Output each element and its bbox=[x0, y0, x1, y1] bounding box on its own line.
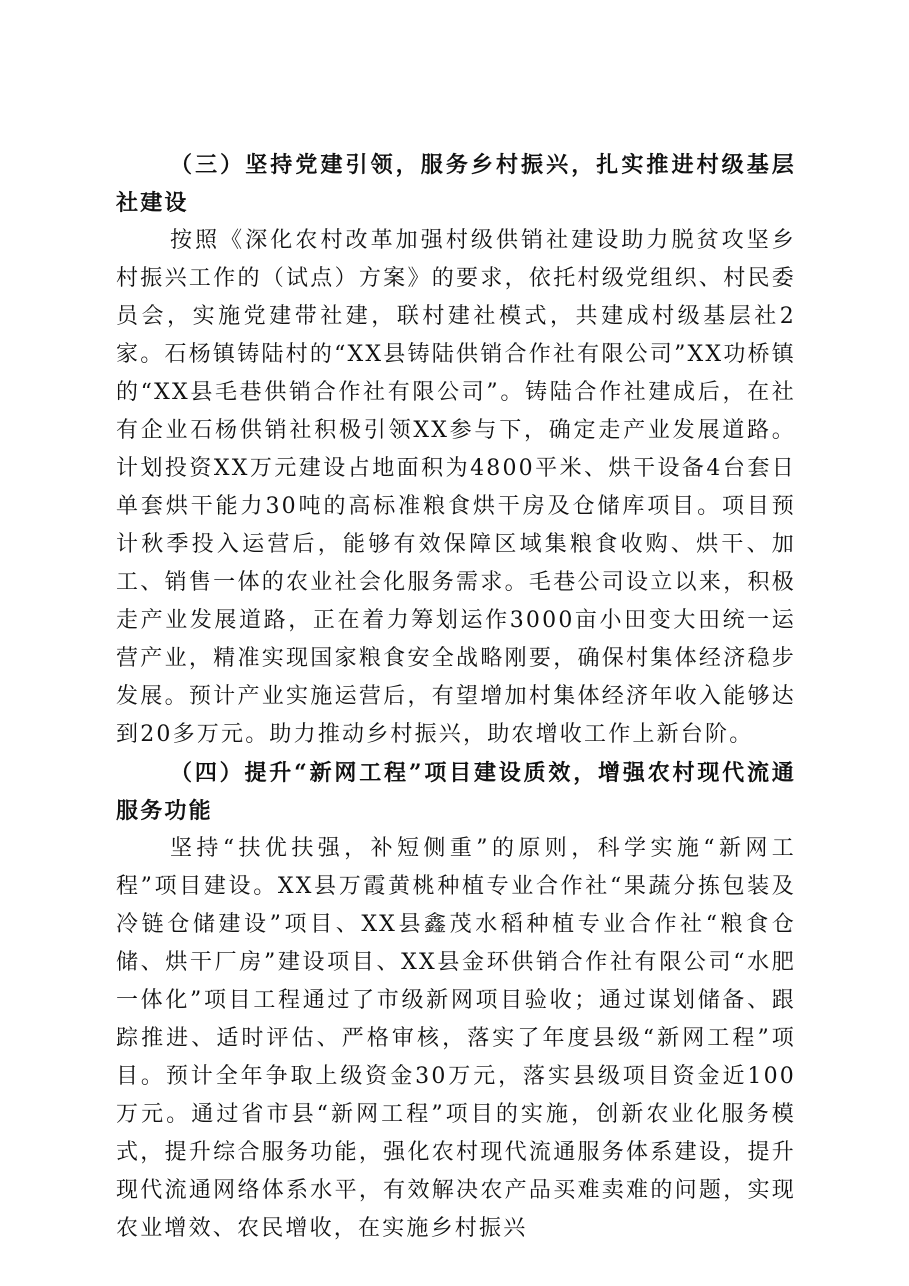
section-heading-3: （三）坚持党建引领，服务乡村振兴，扎实推进村级基层社建设 bbox=[116, 152, 796, 216]
section-body-4: 坚持“扶优扶强，补短侧重”的原则，科学实施“新网工程”项目建设。XX县万霞黄桃种植专业合作社“果蔬分拣包装及冷链仓储建设”项目、XX县鑫茂水稻种植专业合作社“粮食仓储、烘干厂房”建设项目、XX县金环供销合作社有限公司“水肥一体化”项目工程通过了市级新网项目验收；通过谋划储备、跟踪推进、适时评估、严格审核，落实了年度县级“新网工程”项目。预计全年争取上级资金30万元，落实县级项目资金近100万元。通过省市县“新网工程”项目的实施，创新农业化服务模式，提升综合服务功能，强化农村现代流通服务体系建设，提升现代流通网络体系水平，有效解决农产品买难卖难的问题，实现农业增效、农民增收，在实施乡村振兴 bbox=[116, 836, 796, 1241]
section-body-3: 按照《深化农村改革加强村级供销社建设助力脱贫攻坚乡村振兴工作的（试点）方案》的要求，依托村级党组织、村民委员会，实施党建带社建，联村建社模式，共建成村级基层社2家。石杨镇铸陆村的“XX县铸陆供销合作社有限公司”XX功桥镇的“XX县毛巷供销合作社有限公司”。铸陆合作社建成后，在社有企业石杨供销社积极引领XX参与下，确定走产业发展道路。计划投资XX万元建设占地面积为4800平米、烘干设备4台套日单套烘干能力30吨的高标准粮食烘干房及仓储库项目。项目预计秋季投入运营后，能够有效保障区域集粮食收购、烘干、加工、销售一体的农业社会化服务需求。毛巷公司设立以来，积极走产业发展道路，正在着力筹划运作3000亩小田变大田统一运营产业，精准实现国家粮食安全战略刚要，确保村集体经济稳步发展。预计产业实施运营后，有望增加村集体经济年收入能够达到20多万元。助力推动乡村振兴，助农增收工作上新台阶。 bbox=[116, 228, 796, 747]
document-page bbox=[116, 146, 796, 1248]
section-heading-4: （四）提升“新网工程”项目建设质效，增强农村现代流通服务功能 bbox=[116, 760, 796, 824]
